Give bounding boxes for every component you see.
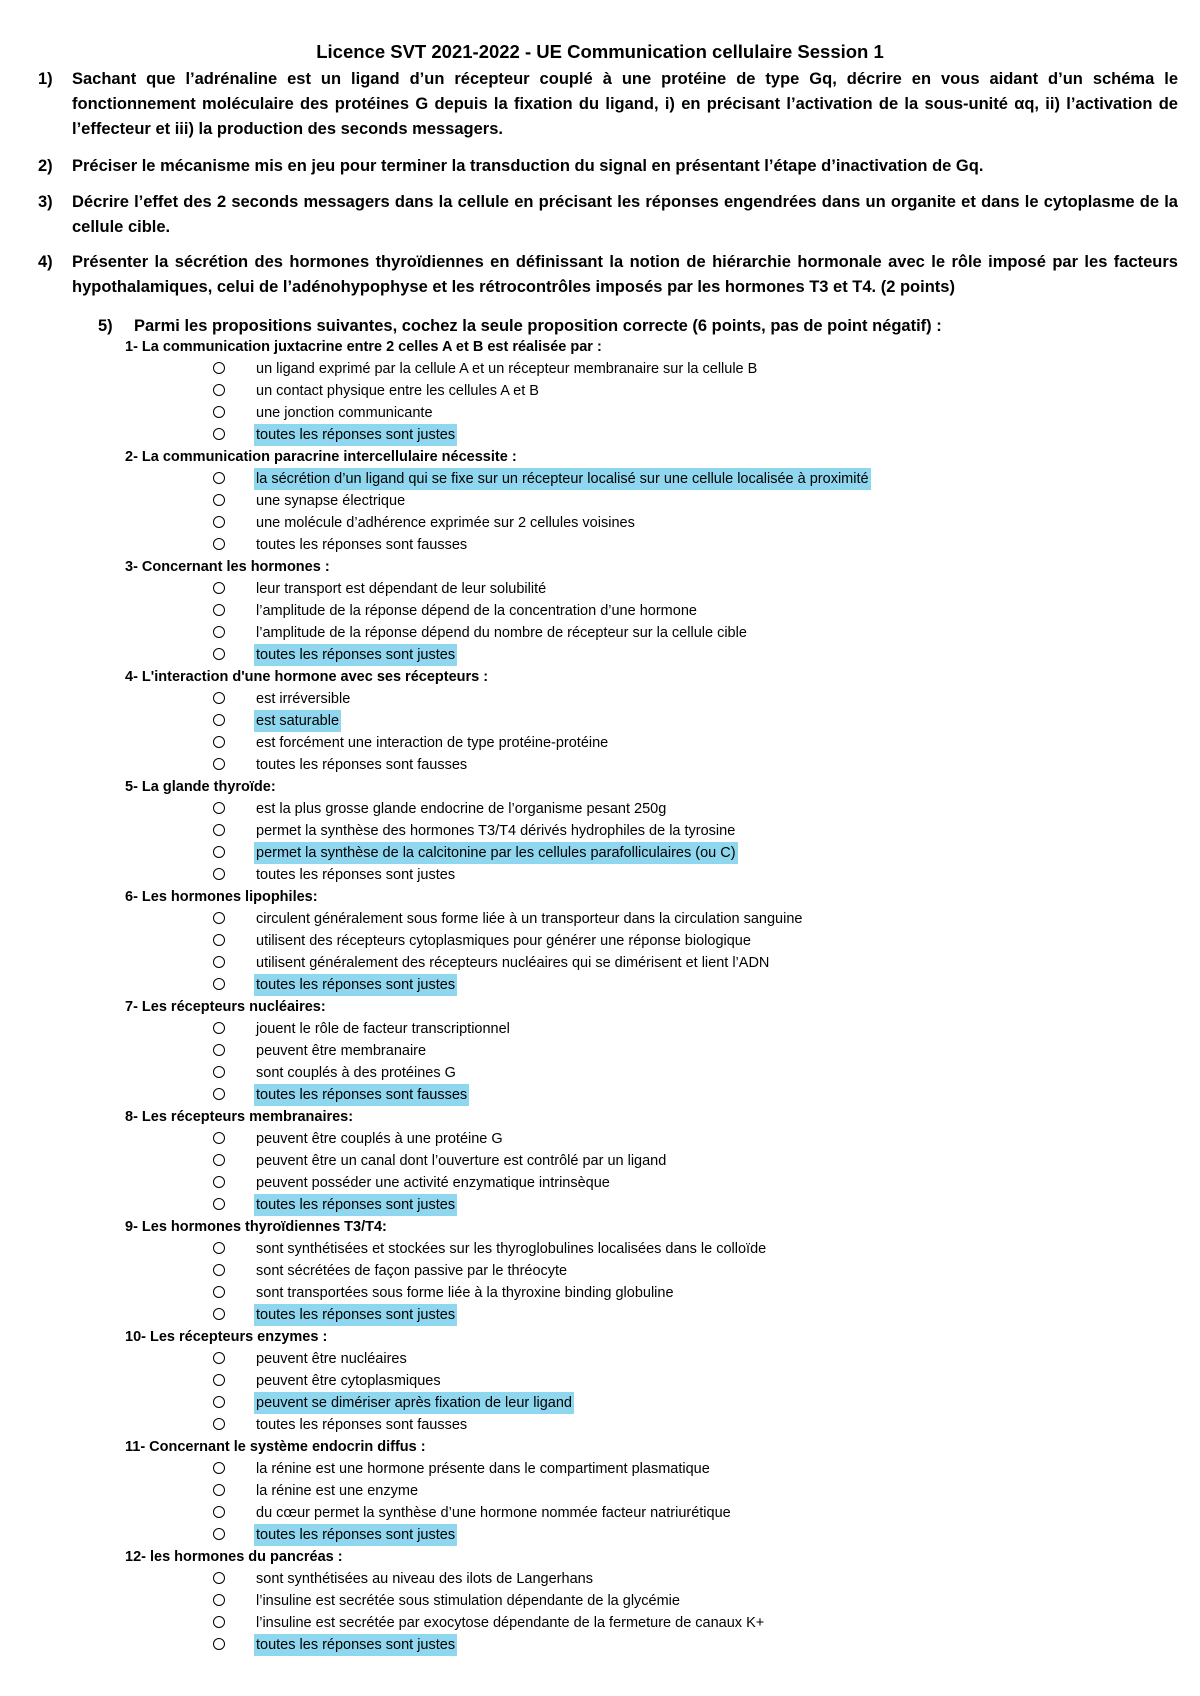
mcq-option[interactable] <box>0 622 1200 644</box>
mcq-option[interactable] <box>0 534 1200 556</box>
mcq-option-label: la rénine est une enzyme <box>256 1483 419 1499</box>
mcq-option-label: toutes les réponses sont justes <box>254 1524 457 1546</box>
mcq-option-label: peuvent être cytoplasmiques <box>256 1373 441 1389</box>
radio-circle-icon[interactable] <box>213 1572 225 1584</box>
mcq-option-label: une jonction communicante <box>256 405 433 421</box>
radio-circle-icon[interactable] <box>213 1506 225 1518</box>
mcq-item-title: 5- La glande thyroïde: <box>125 779 276 795</box>
mcq-item-title: 8- Les récepteurs membranaires: <box>125 1109 354 1125</box>
mcq-option-label: est saturable <box>254 710 341 732</box>
question-5-intro <box>98 316 1178 336</box>
radio-circle-icon[interactable] <box>213 582 225 594</box>
mcq-option-label: sont synthétisées et stockées sur les thyroglobulines localisées dans le colloïde <box>256 1241 767 1257</box>
mcq-option[interactable] <box>0 1612 1200 1634</box>
mcq-option-label: leur transport est dépendant de leur solubilité <box>256 581 547 597</box>
mcq-option[interactable] <box>0 1590 1200 1612</box>
radio-circle-icon[interactable] <box>213 516 225 528</box>
mcq-option[interactable] <box>0 1150 1200 1172</box>
mcq-option[interactable] <box>0 1172 1200 1194</box>
mcq-option[interactable] <box>0 842 1200 864</box>
radio-circle-icon[interactable] <box>213 472 225 484</box>
mcq-option[interactable] <box>0 1062 1200 1084</box>
mcq-option[interactable] <box>0 1018 1200 1040</box>
mcq-option-label: toutes les réponses sont justes <box>254 1634 457 1656</box>
question-4 <box>38 250 1178 300</box>
mcq-option-label: toutes les réponses sont justes <box>254 1304 457 1326</box>
radio-circle-icon[interactable] <box>213 384 225 396</box>
mcq-option-label: peuvent être nucléaires <box>256 1351 407 1367</box>
mcq-option[interactable] <box>0 952 1200 974</box>
mcq-item-title: 12- les hormones du pancréas : <box>125 1549 343 1565</box>
mcq-option[interactable] <box>0 974 1200 996</box>
radio-circle-icon[interactable] <box>213 1418 225 1430</box>
mcq-option[interactable] <box>0 1194 1200 1216</box>
radio-circle-icon[interactable] <box>213 824 225 836</box>
radio-circle-icon[interactable] <box>213 1638 225 1650</box>
radio-circle-icon[interactable] <box>213 1088 225 1100</box>
mcq-option[interactable] <box>0 1084 1200 1106</box>
mcq-option[interactable] <box>0 1040 1200 1062</box>
mcq-item-title: 4- L'interaction d'une hormone avec ses récepteurs : <box>125 669 489 685</box>
mcq-option[interactable] <box>0 1238 1200 1260</box>
radio-circle-icon[interactable] <box>213 736 225 748</box>
mcq-option-label: peuvent être couplés à une protéine G <box>256 1131 503 1147</box>
mcq-option-label: toutes les réponses sont justes <box>254 1194 457 1216</box>
radio-circle-icon[interactable] <box>213 1242 225 1254</box>
radio-circle-icon[interactable] <box>213 406 225 418</box>
mcq-item <box>0 446 1200 556</box>
mcq-option[interactable] <box>0 424 1200 446</box>
radio-circle-icon[interactable] <box>213 538 225 550</box>
mcq-option[interactable] <box>0 864 1200 886</box>
question-number: 4) <box>38 253 53 271</box>
mcq-option-label: utilisent des récepteurs cytoplasmiques pour générer une réponse biologique <box>256 933 751 949</box>
mcq-option-label: peuvent être un canal dont l’ouverture est contrôlé par un ligand <box>256 1153 667 1169</box>
mcq-option[interactable] <box>0 402 1200 424</box>
question-text: Décrire l’effet des 2 seconds messagers dans la cellule en précisant les réponses engendrées dans un organite et dans le cytoplasme de la cellule cible. <box>72 193 1178 236</box>
mcq-option-label: toutes les réponses sont fausses <box>254 1084 469 1106</box>
mcq-option-label: toutes les réponses sont justes <box>256 867 456 883</box>
mcq-option-label: toutes les réponses sont justes <box>254 424 457 446</box>
mcq-option[interactable] <box>0 600 1200 622</box>
radio-circle-icon[interactable] <box>213 868 225 880</box>
mcq-option[interactable] <box>0 1282 1200 1304</box>
mcq-item <box>0 666 1200 776</box>
mcq-option[interactable] <box>0 512 1200 534</box>
mcq-option[interactable] <box>0 578 1200 600</box>
mcq-option-label: la sécrétion d’un ligand qui se fixe sur un récepteur localisé sur une cellule localisée à proximité <box>254 468 871 490</box>
radio-circle-icon[interactable] <box>213 978 225 990</box>
mcq-option-label: peuvent posséder une activité enzymatique intrinsèque <box>256 1175 610 1191</box>
mcq-item-title: 9- Les hormones thyroïdiennes T3/T4: <box>125 1219 387 1235</box>
mcq-option-label: un contact physique entre les cellules A et B <box>256 383 539 399</box>
mcq-item <box>0 886 1200 996</box>
radio-circle-icon[interactable] <box>213 714 225 726</box>
mcq-option-label: sont transportées sous forme liée à la thyroxine binding globuline <box>256 1285 674 1301</box>
mcq-option[interactable] <box>0 930 1200 952</box>
mcq-option[interactable] <box>0 732 1200 754</box>
question-text: Parmi les propositions suivantes, cochez la seule proposition correcte (6 points, pas de point négatif) : <box>134 317 942 335</box>
mcq-item-title: 2- La communication paracrine intercellulaire nécessite : <box>125 449 517 465</box>
mcq-option-label: toutes les réponses sont fausses <box>256 1417 468 1433</box>
mcq-option-label: du cœur permet la synthèse d’une hormone nommée facteur natriurétique <box>256 1505 731 1521</box>
mcq-item <box>0 996 1200 1106</box>
mcq-option-label: utilisent généralement des récepteurs nucléaires qui se dimérisent et lient l’ADN <box>256 955 770 971</box>
mcq-option[interactable] <box>0 1414 1200 1436</box>
radio-circle-icon[interactable] <box>213 1528 225 1540</box>
mcq-option-label: toutes les réponses sont justes <box>254 644 457 666</box>
mcq-option[interactable] <box>0 1304 1200 1326</box>
mcq-item-title: 10- Les récepteurs enzymes : <box>125 1329 328 1345</box>
radio-circle-icon[interactable] <box>213 1484 225 1496</box>
radio-circle-icon[interactable] <box>213 1462 225 1474</box>
mcq-item-title: 6- Les hormones lipophiles: <box>125 889 318 905</box>
mcq-item <box>0 1326 1200 1436</box>
mcq-option[interactable] <box>0 798 1200 820</box>
radio-circle-icon[interactable] <box>213 1594 225 1606</box>
radio-circle-icon[interactable] <box>213 1176 225 1188</box>
mcq-option-label: une molécule d’adhérence exprimée sur 2 cellules voisines <box>256 515 635 531</box>
mcq-option[interactable] <box>0 710 1200 732</box>
mcq-option[interactable] <box>0 820 1200 842</box>
mcq-option-label: est forcément une interaction de type protéine-protéine <box>256 735 609 751</box>
question-2 <box>38 154 1178 179</box>
radio-circle-icon[interactable] <box>213 758 225 770</box>
radio-circle-icon[interactable] <box>213 1132 225 1144</box>
radio-circle-icon[interactable] <box>213 1396 225 1408</box>
question-number: 5) <box>98 317 113 335</box>
mcq-option-label: peuvent être membranaire <box>256 1043 427 1059</box>
mcq-option[interactable] <box>0 1634 1200 1656</box>
mcq-option-label: toutes les réponses sont justes <box>254 974 457 996</box>
mcq-option[interactable] <box>0 1348 1200 1370</box>
mcq-option-label: sont sécrétées de façon passive par le thréocyte <box>256 1263 568 1279</box>
radio-circle-icon[interactable] <box>213 626 225 638</box>
mcq-option-label: sont couplés à des protéines G <box>256 1065 456 1081</box>
mcq-item <box>0 336 1200 446</box>
mcq-option-label: l’amplitude de la réponse dépend de la concentration d’une hormone <box>256 603 697 619</box>
radio-circle-icon[interactable] <box>213 1022 225 1034</box>
mcq-item <box>0 1546 1200 1656</box>
question-text: Présenter la sécrétion des hormones thyroïdiennes en définissant la notion de hiérarchie hormonale avec le rôle imposé par les facteurs hypothalamiques, celui de l’adénohypophyse et les rétrocontrôles imposés par les hormones T3 et T4. (2 points) <box>72 253 1178 296</box>
question-text: Sachant que l’adrénaline est un ligand d’un récepteur couplé à une protéine de type Gq, décrire en vous aidant d’un schéma le fonctionnement moléculaire des protéines G depuis la fixation du ligand, i) en précisant l’activation de la sous-unité αq, ii) l’activation de l’effecteur et iii) la production des seconds messagers. <box>72 70 1178 138</box>
radio-circle-icon[interactable] <box>213 846 225 858</box>
radio-circle-icon[interactable] <box>213 1374 225 1386</box>
radio-circle-icon[interactable] <box>213 1286 225 1298</box>
mcq-option[interactable] <box>0 468 1200 490</box>
radio-circle-icon[interactable] <box>213 1616 225 1628</box>
question-3 <box>38 190 1178 240</box>
mcq-option[interactable] <box>0 1392 1200 1414</box>
radio-circle-icon[interactable] <box>213 648 225 660</box>
mcq-option-label: toutes les réponses sont fausses <box>256 537 468 553</box>
mcq-option-label: un ligand exprimé par la cellule A et un récepteur membranaire sur la cellule B <box>256 361 758 377</box>
mcq-option-label: l’insuline est secrétée sous stimulation dépendante de la glycémie <box>256 1593 680 1609</box>
mcq-option[interactable] <box>0 1502 1200 1524</box>
radio-circle-icon[interactable] <box>213 934 225 946</box>
question-text: Préciser le mécanisme mis en jeu pour terminer la transduction du signal en présentant l’étape d’inactivation de Gq. <box>72 157 984 175</box>
mcq-option[interactable] <box>0 1370 1200 1392</box>
mcq-list <box>0 336 1200 1656</box>
mcq-option[interactable] <box>0 1480 1200 1502</box>
radio-circle-icon[interactable] <box>213 802 225 814</box>
mcq-option[interactable] <box>0 754 1200 776</box>
mcq-option[interactable] <box>0 908 1200 930</box>
mcq-option[interactable] <box>0 1458 1200 1480</box>
mcq-option-label: permet la synthèse des hormones T3/T4 dérivés hydrophiles de la tyrosine <box>256 823 736 839</box>
mcq-item <box>0 776 1200 886</box>
radio-circle-icon[interactable] <box>213 1198 225 1210</box>
mcq-option[interactable] <box>0 688 1200 710</box>
mcq-option-label: circulent généralement sous forme liée à un transporteur dans la circulation sanguine <box>256 911 803 927</box>
question-number: 1) <box>38 70 53 88</box>
mcq-option-label: l’amplitude de la réponse dépend du nombre de récepteur sur la cellule cible <box>256 625 747 641</box>
radio-circle-icon[interactable] <box>213 494 225 506</box>
mcq-option[interactable] <box>0 490 1200 512</box>
radio-circle-icon[interactable] <box>213 1044 225 1056</box>
mcq-option[interactable] <box>0 1524 1200 1546</box>
mcq-option[interactable] <box>0 1260 1200 1282</box>
radio-circle-icon[interactable] <box>213 604 225 616</box>
radio-circle-icon[interactable] <box>213 956 225 968</box>
radio-circle-icon[interactable] <box>213 1264 225 1276</box>
mcq-option[interactable] <box>0 380 1200 402</box>
mcq-option[interactable] <box>0 1568 1200 1590</box>
mcq-option-label: la rénine est une hormone présente dans le compartiment plasmatique <box>256 1461 710 1477</box>
mcq-option[interactable] <box>0 1128 1200 1150</box>
radio-circle-icon[interactable] <box>213 912 225 924</box>
mcq-option-label: peuvent se dimériser après fixation de leur ligand <box>254 1392 574 1414</box>
radio-circle-icon[interactable] <box>213 1066 225 1078</box>
mcq-item <box>0 1106 1200 1216</box>
radio-circle-icon[interactable] <box>213 1154 225 1166</box>
radio-circle-icon[interactable] <box>213 1308 225 1320</box>
mcq-option-label: permet la synthèse de la calcitonine par les cellules parafolliculaires (ou C) <box>254 842 738 864</box>
question-1 <box>38 67 1178 142</box>
radio-circle-icon[interactable] <box>213 1352 225 1364</box>
question-number: 2) <box>38 157 53 175</box>
mcq-item-title: 11- Concernant le système endocrin diffus : <box>125 1439 426 1455</box>
mcq-option[interactable] <box>0 358 1200 380</box>
mcq-option-label: est la plus grosse glande endocrine de l’organisme pesant 250g <box>256 801 667 817</box>
mcq-option-label: jouent le rôle de facteur transcriptionnel <box>256 1021 510 1037</box>
page-title: Licence SVT 2021-2022 - UE Communication cellulaire Session 1 <box>316 41 884 62</box>
mcq-option-label: toutes les réponses sont fausses <box>256 757 468 773</box>
question-number: 3) <box>38 193 53 211</box>
mcq-item <box>0 556 1200 666</box>
mcq-item <box>0 1216 1200 1326</box>
mcq-option[interactable] <box>0 644 1200 666</box>
mcq-option-label: sont synthétisées au niveau des ilots de Langerhans <box>256 1571 593 1587</box>
mcq-option-label: est irréversible <box>256 691 351 707</box>
radio-circle-icon[interactable] <box>213 692 225 704</box>
radio-circle-icon[interactable] <box>213 362 225 374</box>
mcq-option-label: l’insuline est secrétée par exocytose dépendante de la fermeture de canaux K+ <box>256 1615 765 1631</box>
mcq-item-title: 7- Les récepteurs nucléaires: <box>125 999 326 1015</box>
mcq-item-title: 3- Concernant les hormones : <box>125 559 330 575</box>
radio-circle-icon[interactable] <box>213 428 225 440</box>
mcq-item-title: 1- La communication juxtacrine entre 2 celles A et B est réalisée par : <box>125 339 602 355</box>
mcq-item <box>0 1436 1200 1546</box>
mcq-option-label: une synapse électrique <box>256 493 406 509</box>
